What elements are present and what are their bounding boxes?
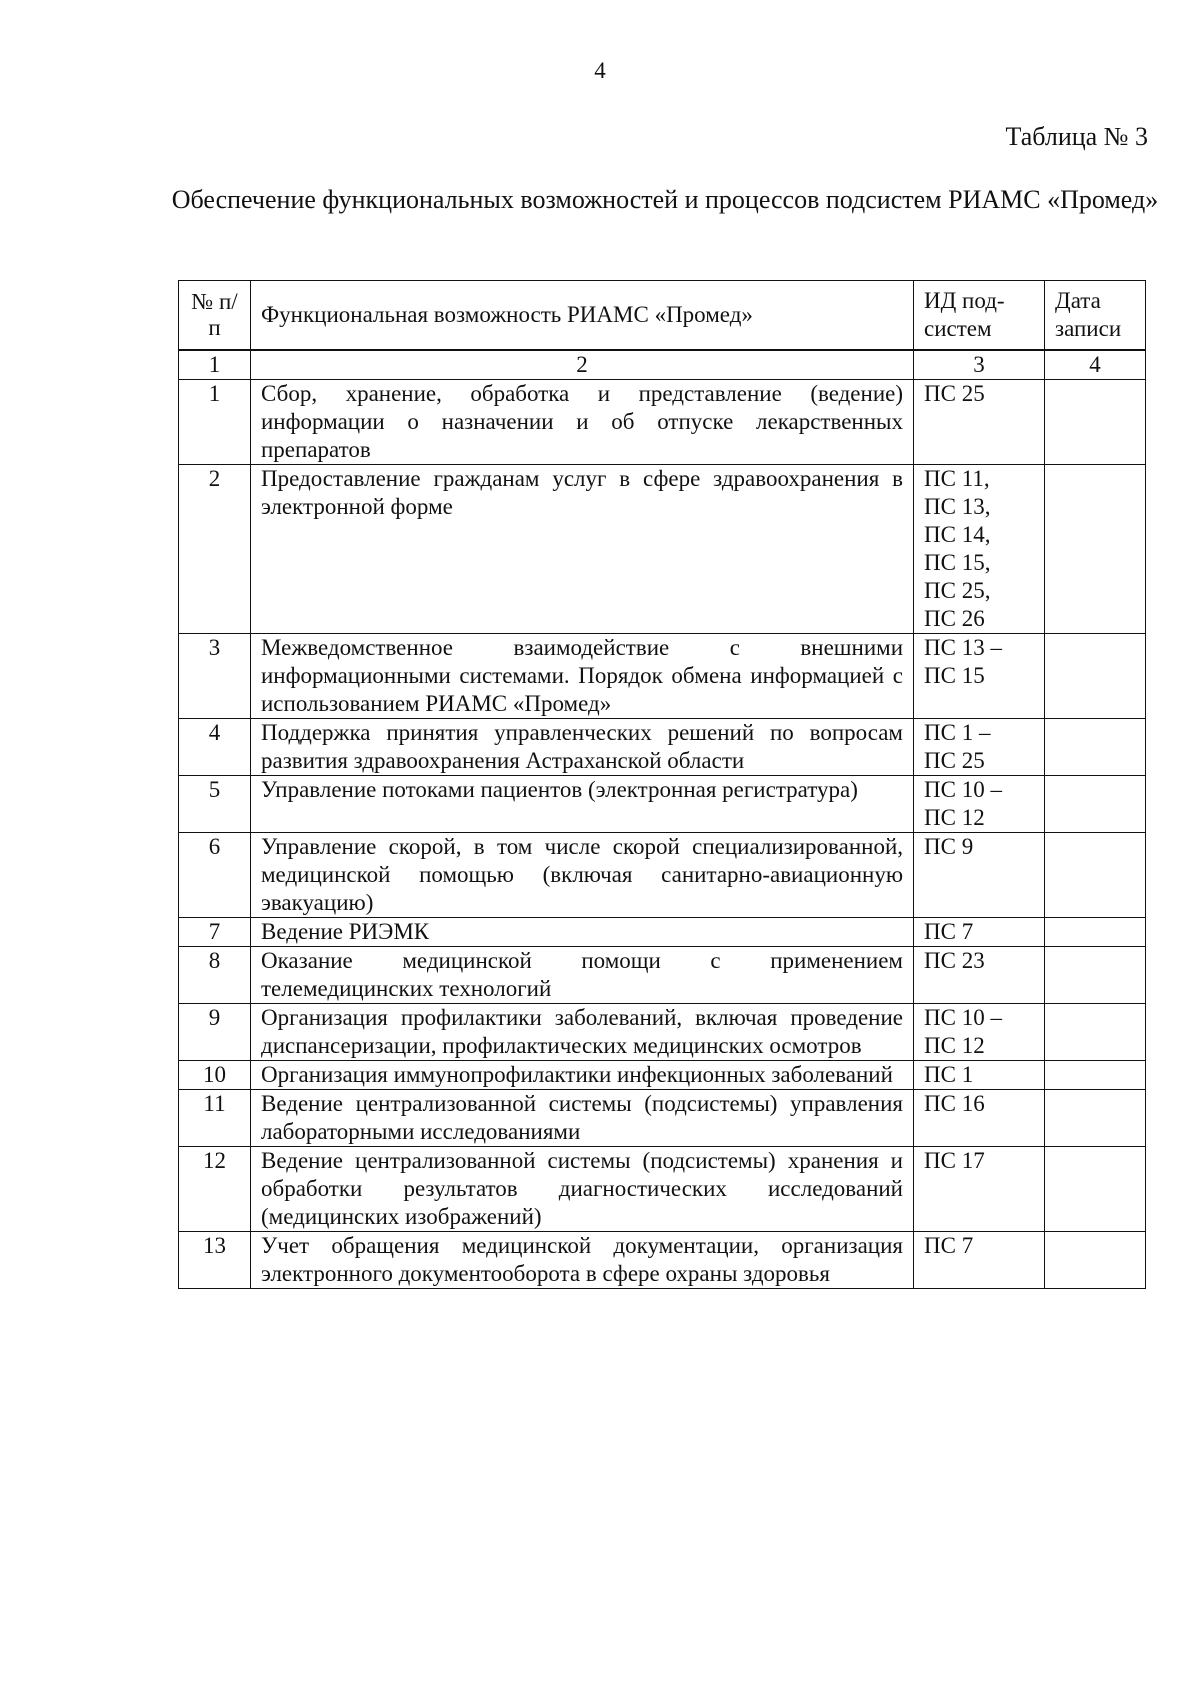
table-row bbox=[179, 465, 1146, 634]
table-row bbox=[179, 1004, 1146, 1061]
subsystem-ids bbox=[914, 634, 1045, 719]
row-number: 12 bbox=[179, 1147, 251, 1232]
function-description: Управление потоками пациентов (электронная регистратура) bbox=[251, 776, 914, 833]
function-description: Сбор, хранение, обработка и представление (ведение) информации о назначении и об отпуске лекарственных препаратов bbox=[251, 380, 914, 465]
column-number: 2 bbox=[251, 350, 914, 380]
record-date bbox=[1045, 465, 1146, 634]
subsystem-id: ПС 25, bbox=[924, 578, 991, 603]
table-body bbox=[179, 380, 1146, 1289]
table-row bbox=[179, 1147, 1146, 1232]
subsystem-id: ПС 16 bbox=[924, 1091, 985, 1116]
table-row bbox=[179, 1232, 1146, 1289]
page-number: 4 bbox=[594, 58, 606, 83]
subsystem-id: ПС 25 bbox=[924, 748, 985, 773]
subsystem-ids bbox=[914, 1004, 1045, 1061]
row-number: 1 bbox=[179, 380, 251, 465]
table-label: Таблица № 3 bbox=[1005, 122, 1148, 151]
record-date bbox=[1045, 719, 1146, 776]
row-number: 10 bbox=[179, 1061, 251, 1090]
subsystem-ids bbox=[914, 947, 1045, 1004]
subsystem-ids bbox=[914, 833, 1045, 918]
row-number: 8 bbox=[179, 947, 251, 1004]
subsystem-ids bbox=[914, 776, 1045, 833]
subsystem-ids bbox=[914, 380, 1045, 465]
subsystem-id: ПС 26 bbox=[924, 606, 985, 631]
function-description: Организация профилактики заболеваний, включая проведение диспансеризации, профилактических медицинских осмотров bbox=[251, 1004, 914, 1061]
column-number: 4 bbox=[1045, 350, 1146, 380]
subsystem-id: ПС 7 bbox=[924, 1233, 974, 1258]
subsystem-id: ПС 12 bbox=[924, 1033, 985, 1058]
table-row bbox=[179, 918, 1146, 947]
record-date bbox=[1045, 380, 1146, 465]
subsystem-id: ПС 11, bbox=[924, 466, 990, 491]
row-number: 2 bbox=[179, 465, 251, 634]
function-description: Ведение централизованной системы (подсистемы) хранения и обработки результатов диагностических исследований (медицинских изображений) bbox=[251, 1147, 914, 1232]
header-subsystem-id: ИД под-систем bbox=[914, 281, 1045, 350]
row-number: 3 bbox=[179, 634, 251, 719]
record-date bbox=[1045, 1090, 1146, 1147]
record-date bbox=[1045, 1147, 1146, 1232]
row-number: 6 bbox=[179, 833, 251, 918]
subsystem-ids bbox=[914, 1090, 1045, 1147]
subsystem-id: ПС 12 bbox=[924, 805, 985, 830]
function-description: Оказание медицинской помощи с применением телемедицинских технологий bbox=[251, 947, 914, 1004]
function-description: Управление скорой, в том числе скорой специализированной, медицинской помощью (включая санитарно-авиационную эвакуацию) bbox=[251, 833, 914, 918]
record-date bbox=[1045, 1004, 1146, 1061]
functions-table bbox=[178, 280, 1146, 1289]
table-row bbox=[179, 634, 1146, 719]
table-row bbox=[179, 833, 1146, 918]
row-number: 7 bbox=[179, 918, 251, 947]
header-row bbox=[179, 281, 1146, 350]
column-number: 3 bbox=[914, 350, 1045, 380]
subsystem-id: ПС 7 bbox=[924, 919, 974, 944]
subsystem-ids bbox=[914, 1232, 1045, 1289]
function-description: Организация иммунопрофилактики инфекционных заболеваний bbox=[251, 1061, 914, 1090]
row-number: 9 bbox=[179, 1004, 251, 1061]
subsystem-id: ПС 23 bbox=[924, 948, 985, 973]
header-record-date: Дата записи bbox=[1045, 281, 1146, 350]
table-row bbox=[179, 947, 1146, 1004]
subsystem-id: ПС 9 bbox=[924, 834, 974, 859]
record-date bbox=[1045, 634, 1146, 719]
subsystem-ids bbox=[914, 465, 1045, 634]
record-date bbox=[1045, 947, 1146, 1004]
function-description: Межведомственное взаимодействие с внешними информационными системами. Порядок обмена информацией с использованием РИАМС «Промед» bbox=[251, 634, 914, 719]
subsystem-ids bbox=[914, 719, 1045, 776]
subsystem-id: ПС 1 bbox=[924, 1062, 974, 1087]
header-number: № п/п bbox=[179, 281, 251, 350]
column-number: 1 bbox=[179, 350, 251, 380]
row-number: 5 bbox=[179, 776, 251, 833]
subsystem-id: ПС 10 – bbox=[924, 777, 1002, 802]
record-date bbox=[1045, 833, 1146, 918]
subsystem-id: ПС 15, bbox=[924, 550, 991, 575]
subsystem-ids bbox=[914, 918, 1045, 947]
table-row bbox=[179, 719, 1146, 776]
table-row bbox=[179, 1061, 1146, 1090]
table-row bbox=[179, 380, 1146, 465]
subsystem-id: ПС 10 – bbox=[924, 1005, 1002, 1030]
function-description: Предоставление гражданам услуг в сфере здравоохранения в электронной форме bbox=[251, 465, 914, 634]
function-description: Ведение централизованной системы (подсистемы) управления лабораторными исследованиями bbox=[251, 1090, 914, 1147]
document-title: Обеспечение функциональных возможностей и процессов подсистем РИАМС «Промед» bbox=[171, 185, 1159, 214]
record-date bbox=[1045, 776, 1146, 833]
subsystem-id: ПС 17 bbox=[924, 1148, 985, 1173]
function-description: Поддержка принятия управленческих решений по вопросам развития здравоохранения Астраханской области bbox=[251, 719, 914, 776]
subsystem-id: ПС 13 – bbox=[924, 635, 1002, 660]
record-date bbox=[1045, 1232, 1146, 1289]
table-row bbox=[179, 1090, 1146, 1147]
subsystem-ids bbox=[914, 1147, 1045, 1232]
subsystem-ids bbox=[914, 1061, 1045, 1090]
row-number: 13 bbox=[179, 1232, 251, 1289]
header-function: Функциональная возможность РИАМС «Промед» bbox=[251, 281, 914, 350]
table-header bbox=[179, 281, 1146, 380]
subsystem-id: ПС 13, bbox=[924, 494, 991, 519]
subsystem-id: ПС 15 bbox=[924, 663, 985, 688]
record-date bbox=[1045, 918, 1146, 947]
function-description: Ведение РИЭМК bbox=[251, 918, 914, 947]
row-number: 4 bbox=[179, 719, 251, 776]
row-number: 11 bbox=[179, 1090, 251, 1147]
table-row bbox=[179, 776, 1146, 833]
column-number-row bbox=[179, 350, 1146, 380]
function-description: Учет обращения медицинской документации, организация электронного документооборота в сфере охраны здоровья bbox=[251, 1232, 914, 1289]
record-date bbox=[1045, 1061, 1146, 1090]
subsystem-id: ПС 25 bbox=[924, 381, 985, 406]
subsystem-id: ПС 1 – bbox=[924, 720, 991, 745]
subsystem-id: ПС 14, bbox=[924, 522, 991, 547]
